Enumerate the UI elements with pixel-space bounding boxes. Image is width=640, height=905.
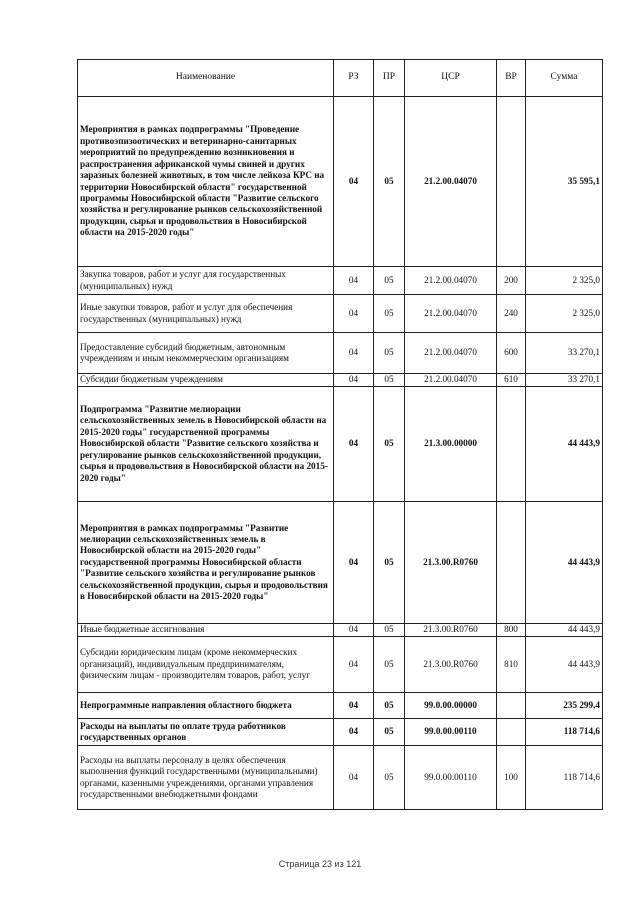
row-rz: 04 [334, 693, 374, 719]
row-pr: 05 [374, 295, 405, 333]
row-name: Предоставление субсидий бюджетным, автономным учреждениям и иным некоммерческим организациям [78, 333, 334, 374]
row-csr: 99.0.00.00110 [405, 746, 497, 810]
row-rz: 04 [334, 502, 374, 624]
row-name: Иные бюджетные ассигнования [78, 624, 334, 637]
row-csr: 21.2.00.04070 [405, 267, 497, 295]
row-pr: 05 [374, 637, 405, 693]
row-name: Закупка товаров, работ и услуг для государственных (муниципальных) нужд [78, 267, 334, 295]
row-vr [497, 97, 526, 267]
row-vr: 800 [497, 624, 526, 637]
row-pr: 05 [374, 333, 405, 374]
row-rz: 04 [334, 374, 374, 387]
row-csr: 21.3.00.R0760 [405, 502, 497, 624]
row-vr: 810 [497, 637, 526, 693]
row-rz: 04 [334, 719, 374, 746]
row-pr: 05 [374, 97, 405, 267]
row-name: Подпрограмма "Развитие мелиорации сельскохозяйственных земель в Новосибирской области на 2015-2020 годы" государственной программы Новосибирской области "Развитие сельского хозяйства и регулирование рынков сельскохозяйственной продукции, сырья и продовольствия в Новосибирской области на 2015-2020 годы" [78, 387, 334, 502]
table-row [78, 719, 603, 746]
row-name: Непрограммные направления областного бюджета [78, 693, 334, 719]
row-csr: 21.3.00.R0760 [405, 624, 497, 637]
header-pr: ПР [374, 60, 405, 97]
row-name: Мероприятия в рамках подпрограммы "Проведение противоэпизоотических и ветеринарно-санитарных мероприятий по предупреждению возникновения и распространения африканской чумы свиней и других заразных болезней животных, в том числе лейкоза КРС на территории Новосибирской области" государственной программы Новосибирской области "Развитие сельского хозяйства и регулирование рынков сельскохозяйственной продукции, сырья и продовольствия в Новосибирской области на 2015-2020 годы" [78, 97, 334, 267]
row-vr: 100 [497, 746, 526, 810]
row-sum: 235 299,4 [526, 693, 603, 719]
row-vr: 240 [497, 295, 526, 333]
table-row [78, 374, 603, 387]
row-name: Расходы на выплаты по оплате труда работников государственных органов [78, 719, 334, 746]
row-vr: 200 [497, 267, 526, 295]
header-name: Наименование [78, 60, 334, 97]
row-sum: 44 443,9 [526, 637, 603, 693]
row-pr: 05 [374, 693, 405, 719]
row-vr [497, 719, 526, 746]
table-row [78, 267, 603, 295]
row-csr: 21.2.00.04070 [405, 374, 497, 387]
row-sum: 118 714,6 [526, 719, 603, 746]
row-pr: 05 [374, 624, 405, 637]
row-sum: 35 595,1 [526, 97, 603, 267]
row-pr: 05 [374, 387, 405, 502]
row-sum: 44 443,9 [526, 502, 603, 624]
table-row [78, 295, 603, 333]
row-csr: 21.3.00.R0760 [405, 637, 497, 693]
row-vr [497, 693, 526, 719]
row-csr: 99.0.00.00110 [405, 719, 497, 746]
row-rz: 04 [334, 746, 374, 810]
row-name: Субсидии юридическим лицам (кроме некоммерческих организаций), индивидуальным предпринимателям, физическим лицам - производителям товаров, работ, услуг [78, 637, 334, 693]
row-csr: 21.2.00.04070 [405, 295, 497, 333]
table-row [78, 502, 603, 624]
row-name: Субсидии бюджетным учреждениям [78, 374, 334, 387]
table-row [78, 97, 603, 267]
row-rz: 04 [334, 97, 374, 267]
page-number-footer: Страница 23 из 121 [278, 859, 362, 869]
table-row [78, 387, 603, 502]
row-vr: 610 [497, 374, 526, 387]
row-vr: 600 [497, 333, 526, 374]
row-rz: 04 [334, 267, 374, 295]
row-name: Иные закупки товаров, работ и услуг для обеспечения государственных (муниципальных) нужд [78, 295, 334, 333]
row-pr: 05 [374, 502, 405, 624]
row-rz: 04 [334, 387, 374, 502]
row-rz: 04 [334, 637, 374, 693]
table-row [78, 624, 603, 637]
row-rz: 04 [334, 295, 374, 333]
table-row [78, 333, 603, 374]
row-csr: 21.2.00.04070 [405, 97, 497, 267]
row-pr: 05 [374, 374, 405, 387]
row-sum: 33 270,1 [526, 333, 603, 374]
row-pr: 05 [374, 746, 405, 810]
table-row [78, 637, 603, 693]
row-csr: 21.3.00.00000 [405, 387, 497, 502]
row-rz: 04 [334, 624, 374, 637]
row-pr: 05 [374, 719, 405, 746]
row-vr [497, 387, 526, 502]
header-rz: РЗ [334, 60, 374, 97]
row-sum: 2 325,0 [526, 267, 603, 295]
row-csr: 99.0.00.00000 [405, 693, 497, 719]
header-csr: ЦСР [405, 60, 497, 97]
row-csr: 21.2.00.04070 [405, 333, 497, 374]
row-pr: 05 [374, 267, 405, 295]
row-rz: 04 [334, 333, 374, 374]
table-row [78, 746, 603, 810]
row-sum: 118 714,6 [526, 746, 603, 810]
table-header-row [78, 60, 603, 97]
row-sum: 44 443,9 [526, 387, 603, 502]
row-name: Мероприятия в рамках подпрограммы "Развитие мелиорации сельскохозяйственных земель в Новосибирской области на 2015-2020 годы" государственной программы Новосибирской области "Развитие сельского хозяйства и регулирование рынков сельскохозяйственной продукции, сырья и продовольствия в Новосибирской области на 2015-2020 годы" [78, 502, 334, 624]
row-name: Расходы на выплаты персоналу в целях обеспечения выполнения функций государственными (муниципальными) органами, казенными учреждениями, органами управления государственными внебюджетными фондами [78, 746, 334, 810]
table-row [78, 693, 603, 719]
budget-table [77, 59, 603, 810]
header-sum: Сумма [526, 60, 603, 97]
row-sum: 2 325,0 [526, 295, 603, 333]
header-vr: ВР [497, 60, 526, 97]
row-sum: 33 270,1 [526, 374, 603, 387]
row-sum: 44 443,9 [526, 624, 603, 637]
row-vr [497, 502, 526, 624]
